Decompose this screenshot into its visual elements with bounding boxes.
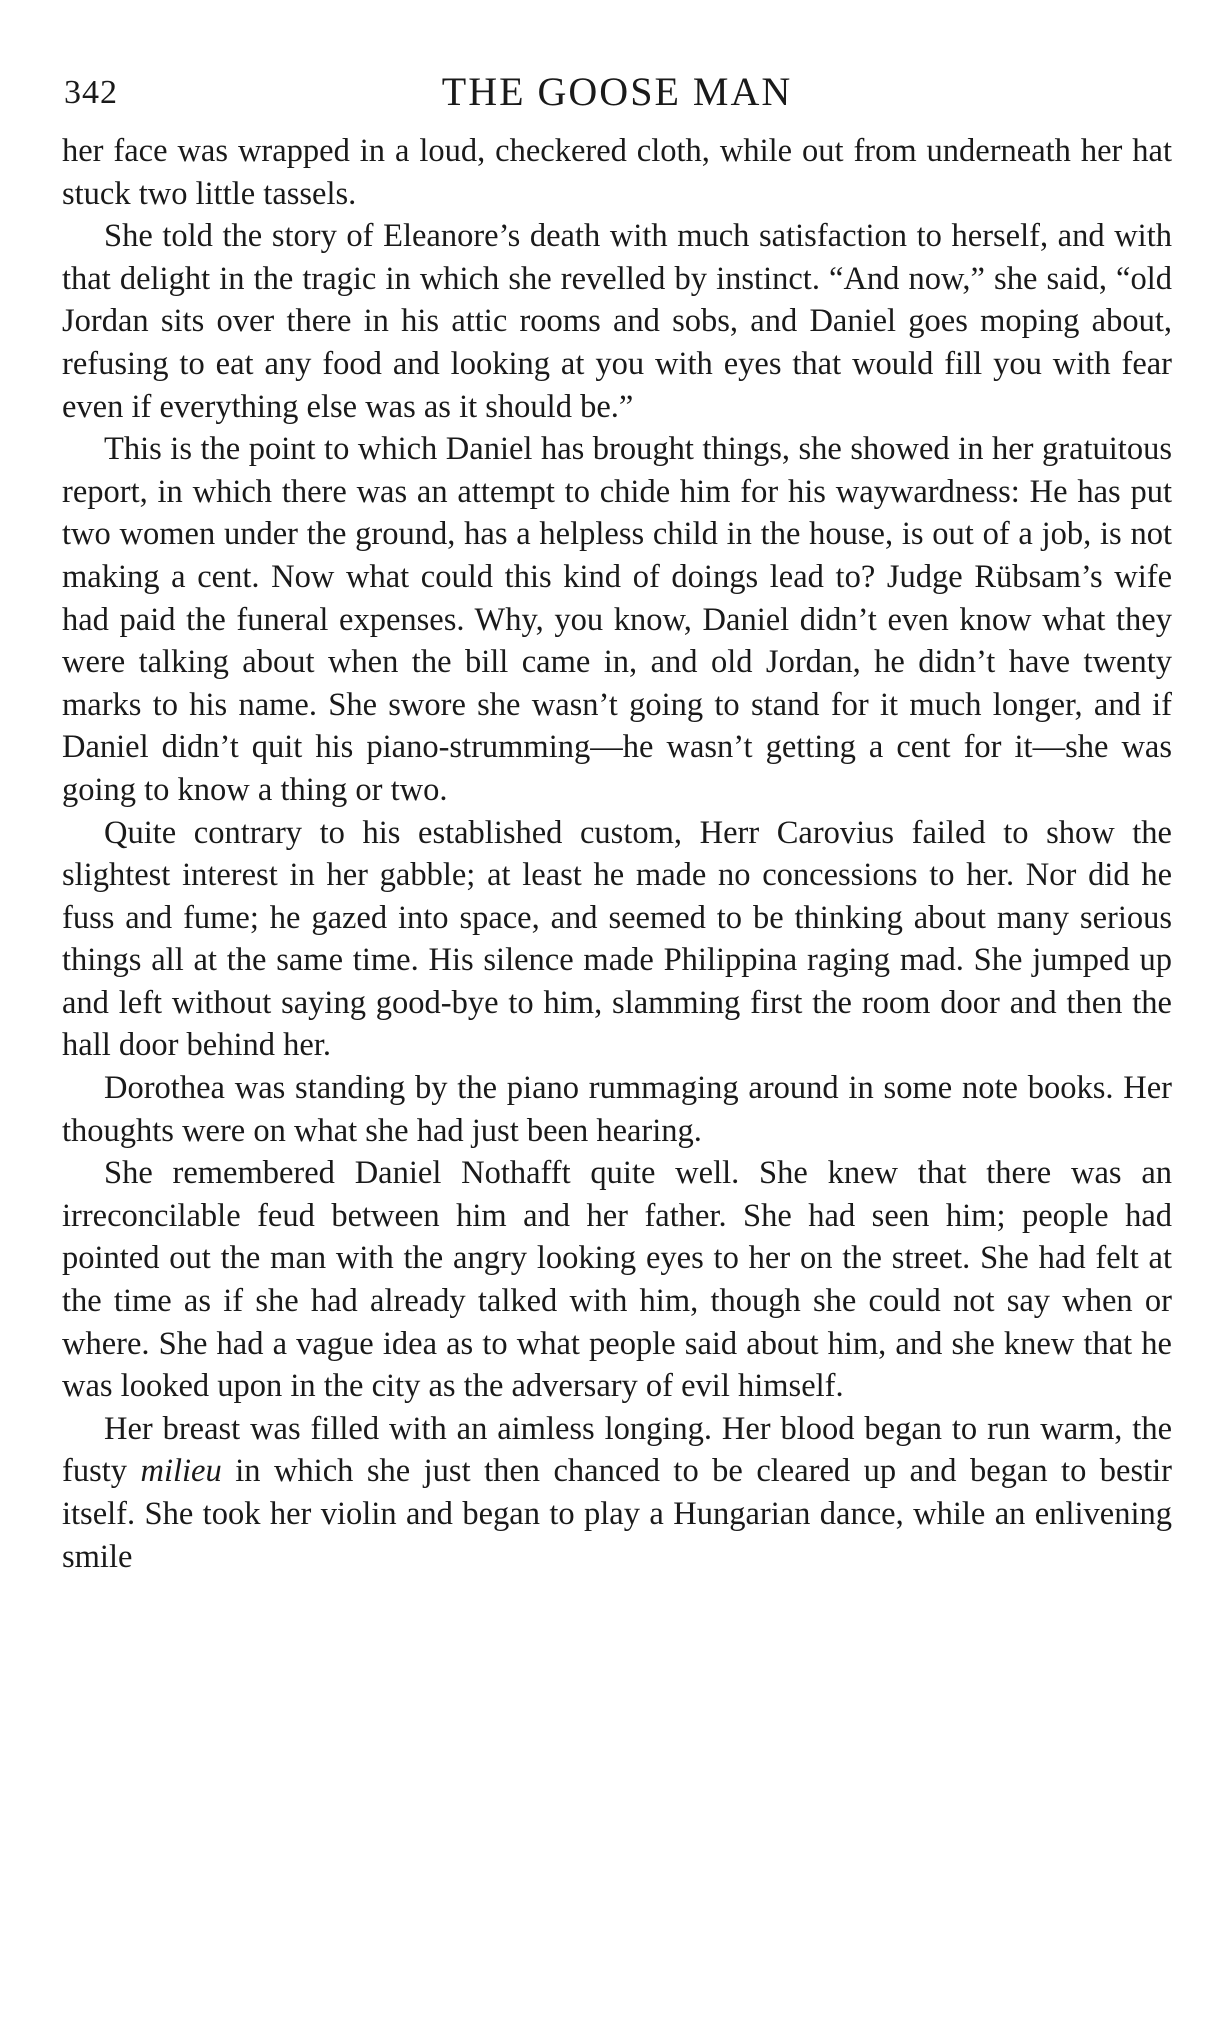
paragraph-4: Quite contrary to his established custom, Herr Carovius failed to show the slightest interest in her gabble; at least he made no concessions to her. Nor did he fuss and fume; he gazed into space, and seemed to be thinking about many serious things all at the same time. His silence made Philippina raging mad. She jumped up and left without saying good-bye to him, slamming first the room door and then the hall door behind her. — [62, 814, 1172, 1064]
page-number: 342 — [64, 74, 118, 111]
paragraph-7-text-b: in which she just then chanced to be cleared up and began to bestir itself. She took her violin and began to play a Hungarian dance, while an enlivening smile — [62, 1453, 1173, 1575]
paragraph-5: Dorothea was standing by the piano rummaging around in some note books. Her thoughts were on what she had just been hearing. — [62, 1070, 1172, 1149]
paragraph-3: This is the point to which Daniel has brought things, she showed in her gratuitous report, in which there was an attempt to chide him for his waywardness: He has put two women under the ground, has a helpless child in the house, is out of a job, is not making a cent. Now what could this kind of doings lead to? Judge Rübsam’s wife had paid the funeral expenses. Why, you know, Daniel didn’t even know what they were talking about when the bill came in, and old Jordan, he didn’t have twenty marks to his name. She swore she wasn’t going to stand for it much longer, and if Daniel didn’t quit his piano-strumming—he wasn’t getting a cent for it—she was going to know a thing or two. — [62, 431, 1172, 808]
book-page — [62, 62, 1172, 1578]
running-title: THE GOOSE MAN — [441, 69, 793, 114]
paragraph-1: her face was wrapped in a loud, checkered cloth, while out from underneath her hat stuck two little tassels. — [62, 133, 1172, 212]
page-header — [62, 62, 1172, 122]
paragraph-7-text-a: Her breast was filled with an aimless longing. Her blood began to run warm, the fusty — [62, 1410, 1172, 1490]
paragraph-2: She told the story of Eleanore’s death with much satisfaction to herself, and with that delight in the tragic in which she revelled by instinct. “And now,” she said, “old Jordan sits over there in his attic rooms and sobs, and Daniel goes moping about, refusing to eat any food and looking at you with eyes that would fill you with fear even if everything else was as it should be.” — [62, 218, 1172, 425]
body-text — [62, 130, 1172, 1578]
paragraph-7 — [62, 1408, 1172, 1578]
paragraph-7-italic-word: milieu — [140, 1453, 222, 1490]
paragraph-6: She remembered Daniel Nothafft quite well. She knew that there was an irreconcilable feud between him and her father. She had seen him; people had pointed out the man with the angry looking eyes to her on the street. She had felt at the time as if she had already talked with him, though she could not say when or where. She had a vague idea as to what people said about him, and she knew that he was looked upon in the city as the adversary of evil himself. — [62, 1155, 1172, 1405]
